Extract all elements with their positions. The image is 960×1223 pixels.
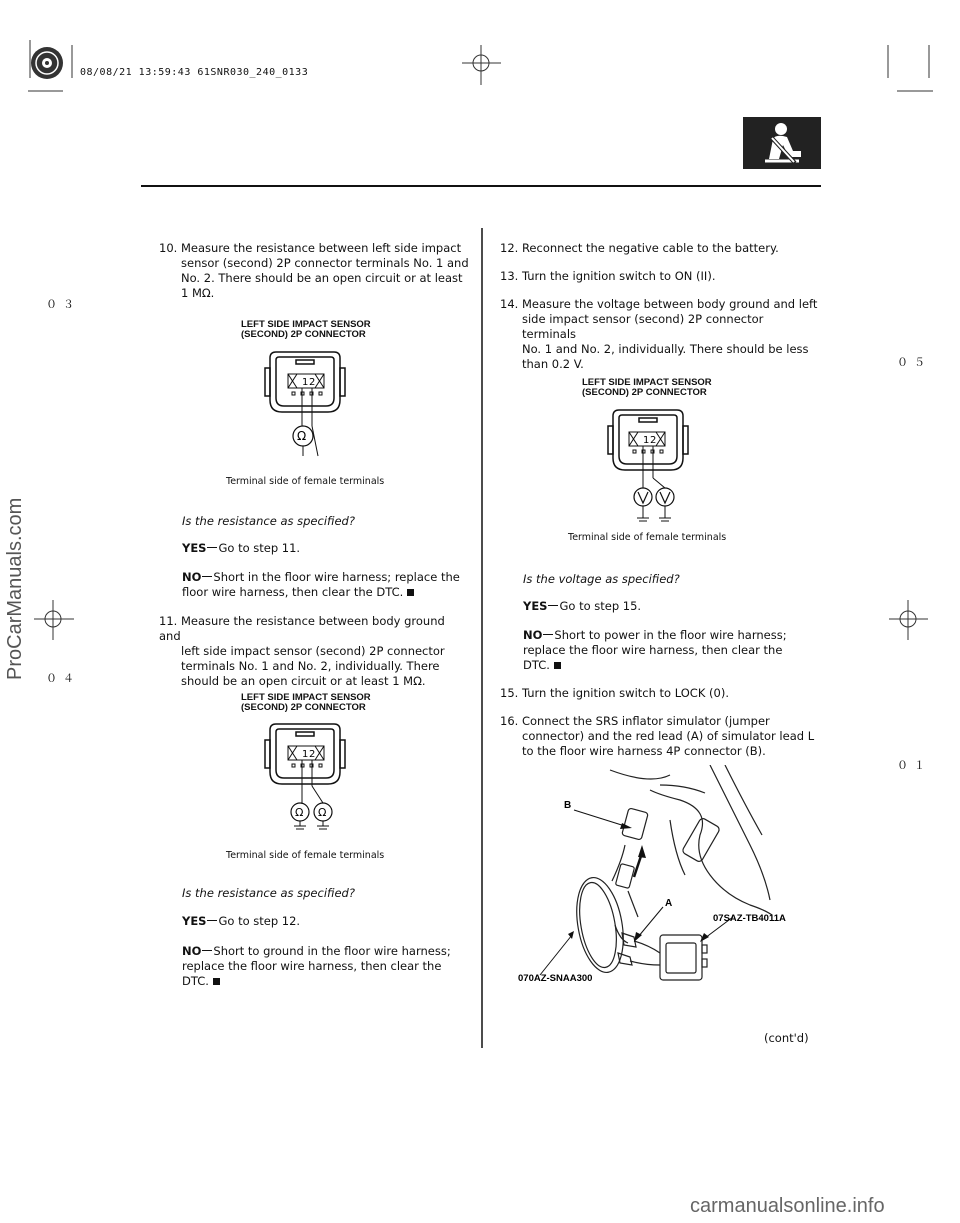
svg-text:Ω: Ω bbox=[297, 429, 307, 443]
pin-2-label: 2 bbox=[309, 749, 316, 760]
label-a: A bbox=[665, 898, 673, 909]
watermark-bottom: carmanualsonline.info bbox=[690, 1195, 885, 1217]
no-3: NO Short to power in the floor wire harness; replace the floor wire harness, then clear the DTC. bbox=[523, 628, 787, 672]
step-13: 13. Turn the ignition switch to ON (II). bbox=[500, 269, 716, 283]
continued-note: (cont'd) bbox=[764, 1031, 809, 1045]
yes-1: YES Go to step 11. bbox=[182, 541, 301, 555]
step-15: 15. Turn the ignition switch to LOCK (0). bbox=[500, 686, 729, 700]
connector-diagram-3 bbox=[605, 408, 695, 526]
diagram3-title: LEFT SIDE IMPACT SENSOR (SECOND) 2P CONNECTOR bbox=[582, 377, 712, 398]
step-10: 10. Measure the resistance between left side impact sensor (second) 2P connector terminals No. 1 and No. 2. There should be an open circuit or at least 1 MΩ. bbox=[159, 241, 469, 300]
pin-1-label: 1 bbox=[302, 377, 309, 388]
yes-2: YES Go to step 12. bbox=[182, 914, 301, 928]
pin-2-label: 2 bbox=[650, 435, 657, 446]
diagram1-title: LEFT SIDE IMPACT SENSOR (SECOND) 2P CONNECTOR bbox=[241, 319, 371, 340]
step-12: 12. Reconnect the negative cable to the battery. bbox=[500, 241, 779, 255]
diagram3-caption: Terminal side of female terminals bbox=[568, 532, 727, 543]
svg-text:Ω: Ω bbox=[295, 806, 304, 819]
connector-diagram-1 bbox=[262, 350, 352, 460]
end-square-icon bbox=[554, 662, 561, 669]
question-1: Is the resistance as specified? bbox=[182, 514, 355, 528]
yes-3: YES Go to step 15. bbox=[523, 599, 642, 613]
question-2: Is the resistance as specified? bbox=[182, 886, 355, 900]
watermark-left: ProCarManuals.com bbox=[4, 497, 26, 680]
diagram2-caption: Terminal side of female terminals bbox=[226, 850, 385, 861]
step-11: 11. Measure the resistance between body ground and left side impact sensor (second) 2P connector terminals No. 1 and No. 2, individually. There should be an open circuit or at least 1 MΩ. bbox=[159, 614, 445, 688]
connector-diagram-2 bbox=[262, 722, 352, 832]
target-mark-icon bbox=[31, 47, 63, 79]
label-b: B bbox=[564, 800, 572, 811]
pin-1-label: 1 bbox=[643, 435, 650, 446]
tool-label-2: 070AZ-SNAA300 bbox=[518, 973, 593, 984]
margin-mark-04: ０４ bbox=[46, 672, 80, 685]
end-square-icon bbox=[213, 978, 220, 985]
margin-mark-05: ０５ bbox=[897, 356, 931, 369]
end-square-icon bbox=[407, 589, 414, 596]
pin-2-label: 2 bbox=[309, 377, 316, 388]
diagram1-caption: Terminal side of female terminals bbox=[226, 476, 385, 487]
question-3: Is the voltage as specified? bbox=[523, 572, 680, 586]
no-1: NO Short in the floor wire harness; replace the floor wire harness, then clear the DTC. bbox=[182, 570, 460, 599]
step-16: 16. Connect the SRS inflator simulator (jumper connector) and the red lead (A) of simulator lead L to the floor wire harness 4P connector (B). bbox=[500, 714, 815, 758]
tool-label-1: 07SAZ-TB4011A bbox=[713, 913, 786, 924]
print-stamp: 08/08/21 13:59:43 61SNR030_240_0133 bbox=[80, 67, 309, 78]
srs-seatbelt-icon bbox=[743, 117, 821, 169]
step-14: 14. Measure the voltage between body ground and left side impact sensor (second) 2P connector terminals No. 1 and No. 2, individually. There should be less than 0.2 V. bbox=[500, 297, 818, 371]
pin-1-label: 1 bbox=[302, 749, 309, 760]
margin-mark-01: ０１ bbox=[897, 759, 931, 772]
diagram2-title: LEFT SIDE IMPACT SENSOR (SECOND) 2P CONNECTOR bbox=[241, 692, 371, 713]
svg-text:Ω: Ω bbox=[318, 806, 327, 819]
no-2: NO Short to ground in the floor wire harness; replace the floor wire harness, then clear the DTC. bbox=[182, 944, 451, 988]
margin-mark-03: ０３ bbox=[46, 298, 80, 311]
simulator-connection-illustration bbox=[510, 765, 810, 990]
